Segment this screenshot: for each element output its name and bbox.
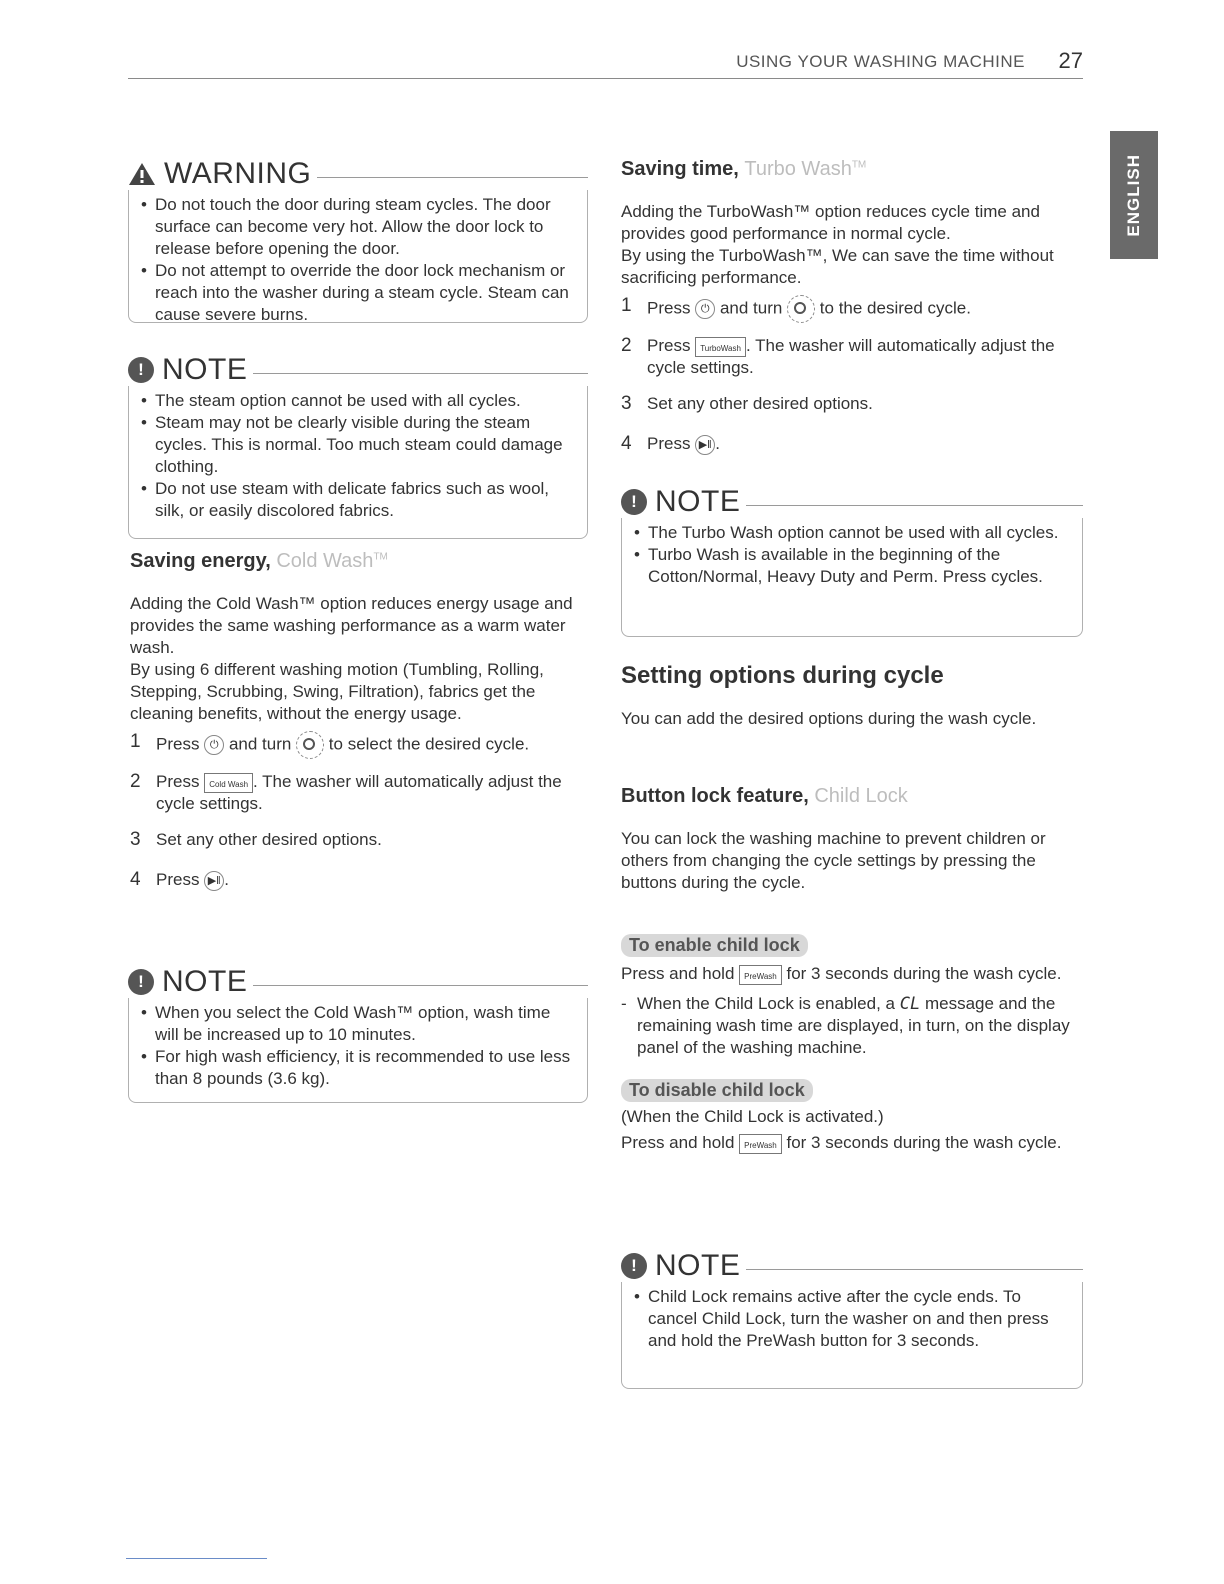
- page-header: [128, 48, 1083, 79]
- note-item: • The steam option cannot be used with all cycles.: [139, 390, 575, 412]
- cold-wash-para2: By using 6 different washing motion (Tumbling, Rolling, Stepping, Scrubbing, Swing, Filtration), fabrics get the cleaning benefits, without the energy usage.: [130, 660, 544, 723]
- warning-box: [128, 152, 588, 323]
- dial-icon: [296, 731, 324, 759]
- play-pause-icon: ▶‖: [695, 435, 715, 455]
- turbo-wash-para2: By using the TurboWash™, We can save the time without sacrificing performance.: [621, 246, 1054, 287]
- cl-code: CL: [899, 994, 921, 1014]
- turbo-step-1: 1 Press ⏻ and turn to the desired cycle.: [621, 295, 1081, 323]
- note-box-steam: [128, 348, 588, 539]
- turbo-wash-button-icon: TurboWash: [695, 337, 746, 357]
- warning-title: WARNING: [164, 157, 312, 190]
- page-number: 27: [1058, 48, 1083, 73]
- note-icon: !: [128, 969, 154, 995]
- note-box-turbo: [621, 480, 1083, 637]
- cold-step-1: 1 Press ⏻ and turn to select the desired cycle.: [130, 731, 590, 759]
- language-tab: [1110, 131, 1158, 259]
- warning-item: • Do not attempt to override the door lock mechanism or reach into the washer during a steam cycle. Steam can cause severe burns.: [139, 260, 575, 326]
- note-icon: !: [621, 489, 647, 515]
- note-item: • Child Lock remains active after the cycle ends. To cancel Child Lock, turn the washer on and then press and hold the PreWash button for 3 seconds.: [632, 1286, 1070, 1352]
- note-title: NOTE: [655, 485, 741, 518]
- play-pause-icon: ▶‖: [204, 871, 224, 891]
- warning-item: • Do not touch the door during steam cycles. The door surface can become very hot. Allow the door lock to release before opening the door.: [139, 194, 575, 260]
- cold-step-4: 4 Press ▶‖ .: [130, 869, 229, 890]
- child-lock-para: You can lock the washing machine to prevent children or others from changing the cycle settings by pressing the buttons during the cycle.: [621, 829, 1046, 892]
- cold-wash-section: [130, 550, 590, 891]
- warning-icon: [128, 161, 156, 187]
- setting-options-heading: Setting options during cycle: [621, 662, 944, 689]
- header-title: USING YOUR WASHING MACHINE: [736, 52, 1025, 71]
- note-item: • When you select the Cold Wash™ option, wash time will be increased up to 10 minutes.: [139, 1002, 575, 1046]
- note-icon: !: [128, 357, 154, 383]
- turbo-step-3: 3 Set any other desired options.: [621, 393, 873, 414]
- enable-child-lock-label: To enable child lock: [621, 934, 808, 957]
- enable-instruction: Press and hold PreWash for 3 seconds during the wash cycle.: [621, 964, 1062, 983]
- note-title: NOTE: [162, 965, 248, 998]
- setting-options-section: [621, 662, 1083, 730]
- cold-step-2: 2 Press Cold Wash . The washer will automatically adjust the cycle settings.: [130, 771, 562, 813]
- setting-options-para: You can add the desired options during the wash cycle.: [621, 709, 1037, 728]
- power-icon: ⏻: [204, 735, 224, 755]
- child-lock-heading: Button lock feature, Child Lock: [621, 785, 908, 807]
- enable-detail: - When the Child Lock is enabled, a CL message and the remaining wash time are displayed, in turn, on the display panel of the washing machine.: [621, 994, 1070, 1057]
- disable-child-lock-label: To disable child lock: [621, 1079, 813, 1102]
- disable-instruction: Press and hold PreWash for 3 seconds during the wash cycle.: [621, 1133, 1062, 1152]
- note-item: • Steam may not be clearly visible during the steam cycles. This is normal. Too much steam could damage clothing.: [139, 412, 575, 478]
- turbo-step-2: 2 Press TurboWash . The washer will automatically adjust the cycle settings.: [621, 335, 1055, 377]
- cold-step-3: 3 Set any other desired options.: [130, 829, 382, 850]
- note-box-child-lock: [621, 1244, 1083, 1389]
- footer-rule: [126, 1558, 267, 1559]
- dial-icon: [787, 295, 815, 323]
- turbo-wash-section: [621, 158, 1081, 455]
- note-title: NOTE: [162, 353, 248, 386]
- note-icon: !: [621, 1253, 647, 1279]
- note-item: • Turbo Wash is available in the beginning of the Cotton/Normal, Heavy Duty and Perm. Press cycles.: [632, 544, 1070, 588]
- note-box-cold: [128, 960, 588, 1103]
- cold-wash-para1: Adding the Cold Wash™ option reduces energy usage and provides the same washing performance as a warm water wash.: [130, 594, 573, 657]
- language-tab-label: ENGLISH: [1124, 153, 1143, 237]
- note-item: • Do not use steam with delicate fabrics such as wool, silk, or easily discolored fabrics.: [139, 478, 575, 522]
- disable-note: (When the Child Lock is activated.): [621, 1107, 884, 1126]
- note-title: NOTE: [655, 1249, 741, 1282]
- child-lock-section: [621, 785, 1083, 1154]
- turbo-wash-heading: Saving time, Turbo Wash™: [621, 158, 867, 180]
- turbo-step-4: 4 Press ▶‖ .: [621, 433, 720, 454]
- prewash-button-icon: PreWash: [739, 1134, 782, 1154]
- note-item: • For high wash efficiency, it is recommended to use less than 8 pounds (3.6 kg).: [139, 1046, 575, 1090]
- prewash-button-icon: PreWash: [739, 965, 782, 985]
- turbo-wash-para1: Adding the TurboWash™ option reduces cycle time and provides good performance in normal cycle.: [621, 202, 1040, 243]
- cold-wash-button-icon: Cold Wash: [204, 773, 253, 793]
- note-item: • The Turbo Wash option cannot be used with all cycles.: [632, 522, 1070, 544]
- cold-wash-heading: Saving energy, Cold Wash™: [130, 550, 388, 572]
- power-icon: ⏻: [695, 299, 715, 319]
